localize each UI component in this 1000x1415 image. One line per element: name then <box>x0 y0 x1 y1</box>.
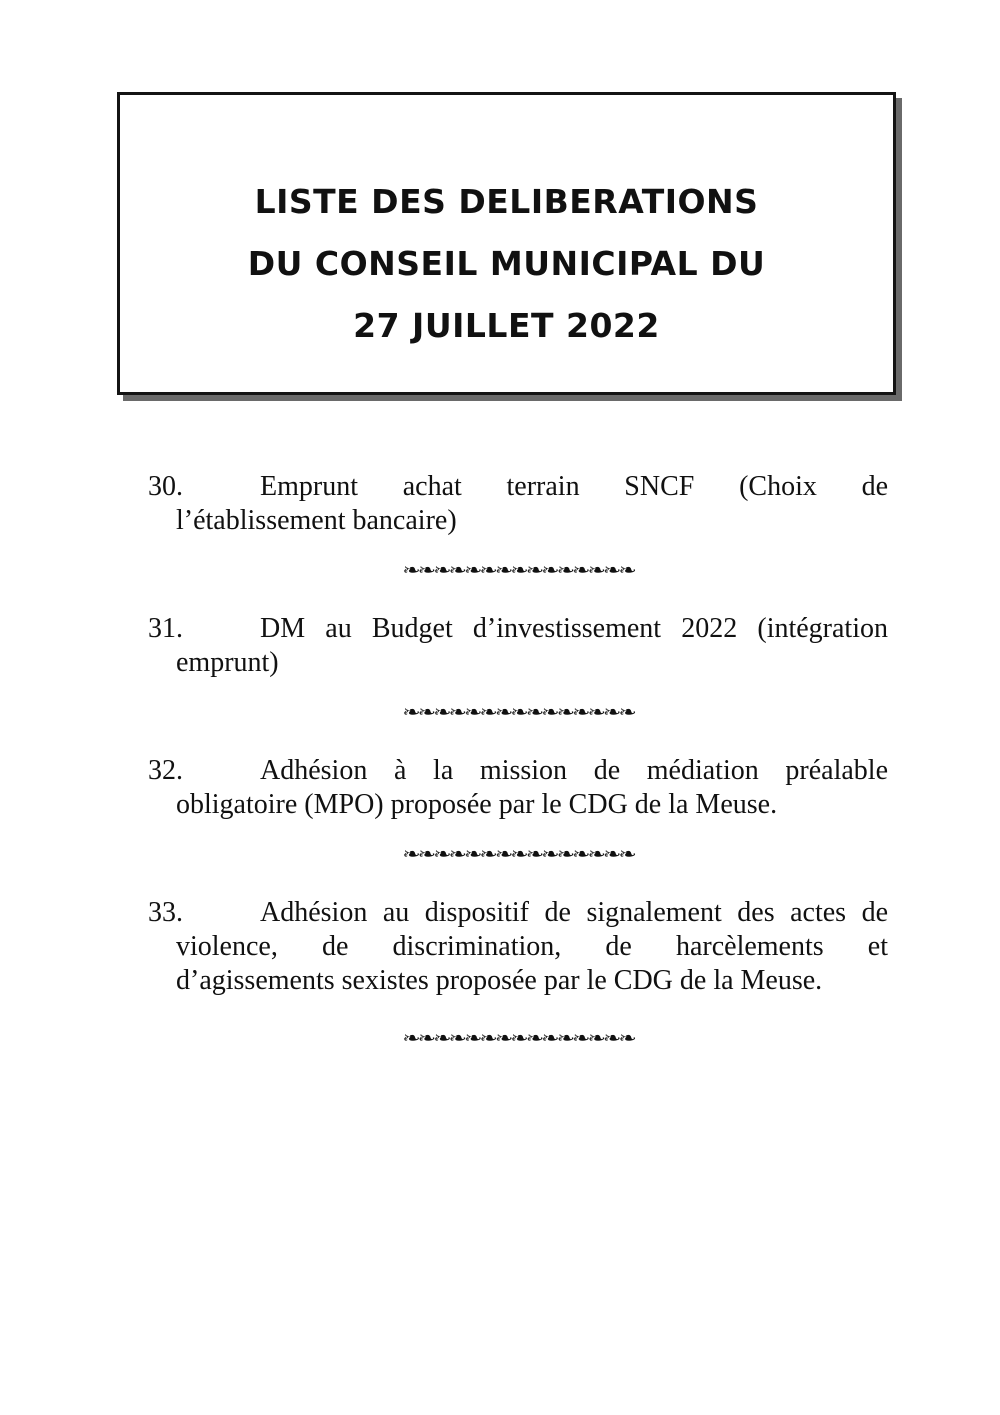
flourish-glyph-icon: ❧ <box>618 561 634 580</box>
item-33-line-3: d’agissements sexistes proposée par le CDG de la Meuse. <box>176 965 823 996</box>
flourish-glyph-icon: ❧ <box>433 845 449 864</box>
flourish-glyph-icon: ❧ <box>541 703 557 722</box>
flourish-glyph-icon: ❧ <box>618 845 634 864</box>
flourish-glyph-icon: ❧ <box>510 845 526 864</box>
item-31-line-1 <box>148 612 888 646</box>
flourish-glyph-icon: ❧ <box>602 703 619 722</box>
deliberation-item-30 <box>148 470 888 538</box>
flourish-glyph-icon: ❧ <box>402 845 418 864</box>
item-text: DM au Budget d’investissement 2022 (intégration <box>260 613 888 644</box>
item-text: Adhésion au dispositif de signalement des actes de <box>260 897 888 928</box>
deliberation-item-32 <box>148 754 888 822</box>
deliberation-item-33 <box>148 896 888 998</box>
flourish-glyph-icon: ❧ <box>556 561 573 580</box>
flourish-glyph-icon: ❧ <box>602 561 619 580</box>
flourish-glyph-icon: ❧ <box>525 703 542 722</box>
flourish-glyph-icon: ❧ <box>402 561 418 580</box>
flourish-glyph-icon: ❧ <box>417 703 434 722</box>
item-number: 33. <box>148 897 183 928</box>
title-line-2: DU CONSEIL MUNICIPAL DU <box>247 243 766 283</box>
flourish-glyph-icon: ❧ <box>417 561 434 580</box>
flourish-glyph-icon: ❧ <box>448 845 464 864</box>
flourish-glyph-icon: ❧ <box>463 703 480 722</box>
flourish-glyph-icon: ❧ <box>541 561 557 580</box>
title-line-3: 27 JUILLET 2022 <box>353 305 660 345</box>
flourish-glyph-icon: ❧ <box>494 845 511 864</box>
flourish-glyph-icon: ❧ <box>433 1029 449 1048</box>
flourish-glyph-icon: ❧ <box>556 703 573 722</box>
flourish-glyph-icon: ❧ <box>556 1029 573 1048</box>
flourish-glyph-icon: ❧ <box>541 845 557 864</box>
flourish-glyph-icon: ❧ <box>525 845 542 864</box>
flourish-glyph-icon: ❧ <box>510 703 526 722</box>
flourish-glyph-icon: ❧ <box>479 1029 495 1048</box>
flourish-glyph-icon: ❧ <box>479 561 495 580</box>
flourish-glyph-icon: ❧ <box>525 1029 542 1048</box>
flourish-glyph-icon: ❧ <box>479 845 495 864</box>
flourish-glyph-icon: ❧ <box>479 703 495 722</box>
title-box <box>117 92 896 395</box>
item-30-line-1 <box>148 470 888 504</box>
item-number: 32. <box>148 755 183 786</box>
flourish-glyph-icon: ❧ <box>463 561 480 580</box>
flourish-glyph-icon: ❧ <box>602 845 619 864</box>
item-33-line-2: violence, de discrimination, de harcèlements et <box>176 931 888 962</box>
ornamental-separator-icon <box>148 560 888 582</box>
flourish-glyph-icon: ❧ <box>572 703 588 722</box>
flourish-glyph-icon: ❧ <box>618 1029 634 1048</box>
ornamental-separator-icon <box>148 844 888 866</box>
flourish-glyph-icon: ❧ <box>494 1029 511 1048</box>
flourish-glyph-icon: ❧ <box>433 561 449 580</box>
flourish-glyph-icon: ❧ <box>402 703 418 722</box>
flourish-glyph-icon: ❧ <box>463 1029 480 1048</box>
flourish-glyph-icon: ❧ <box>587 561 603 580</box>
flourish-glyph-icon: ❧ <box>494 561 511 580</box>
flourish-glyph-icon: ❧ <box>572 561 588 580</box>
item-text: Adhésion à la mission de médiation préalable <box>260 755 888 786</box>
flourish-glyph-icon: ❧ <box>602 1029 619 1048</box>
flourish-glyph-icon: ❧ <box>618 703 634 722</box>
title-line-1: LISTE DES DELIBERATIONS <box>254 181 759 221</box>
flourish-glyph-icon: ❧ <box>402 1029 418 1048</box>
flourish-glyph-icon: ❧ <box>510 561 526 580</box>
item-30-line-2: l’établissement bancaire) <box>176 505 457 536</box>
item-number: 30. <box>148 471 183 502</box>
flourish-glyph-icon: ❧ <box>448 703 464 722</box>
flourish-glyph-icon: ❧ <box>525 561 542 580</box>
flourish-glyph-icon: ❧ <box>417 845 434 864</box>
ornamental-separator-icon <box>148 1028 888 1050</box>
flourish-glyph-icon: ❧ <box>417 1029 434 1048</box>
flourish-glyph-icon: ❧ <box>448 1029 464 1048</box>
flourish-glyph-icon: ❧ <box>572 1029 588 1048</box>
deliberation-item-31 <box>148 612 888 680</box>
item-text: Emprunt achat terrain SNCF (Choix de <box>260 471 888 502</box>
flourish-glyph-icon: ❧ <box>448 561 464 580</box>
flourish-glyph-icon: ❧ <box>587 703 603 722</box>
flourish-glyph-icon: ❧ <box>541 1029 557 1048</box>
flourish-glyph-icon: ❧ <box>433 703 449 722</box>
flourish-glyph-icon: ❧ <box>587 845 603 864</box>
item-31-line-2: emprunt) <box>176 647 279 678</box>
item-33-line-1 <box>148 896 888 930</box>
flourish-glyph-icon: ❧ <box>572 845 588 864</box>
deliberation-list <box>148 470 888 1080</box>
flourish-glyph-icon: ❧ <box>463 845 480 864</box>
item-number: 31. <box>148 613 183 644</box>
flourish-glyph-icon: ❧ <box>510 1029 526 1048</box>
item-32-line-1 <box>148 754 888 788</box>
ornamental-separator-icon <box>148 702 888 724</box>
flourish-glyph-icon: ❧ <box>556 845 573 864</box>
flourish-glyph-icon: ❧ <box>587 1029 603 1048</box>
flourish-glyph-icon: ❧ <box>494 703 511 722</box>
item-32-line-2: obligatoire (MPO) proposée par le CDG de la Meuse. <box>176 789 778 820</box>
